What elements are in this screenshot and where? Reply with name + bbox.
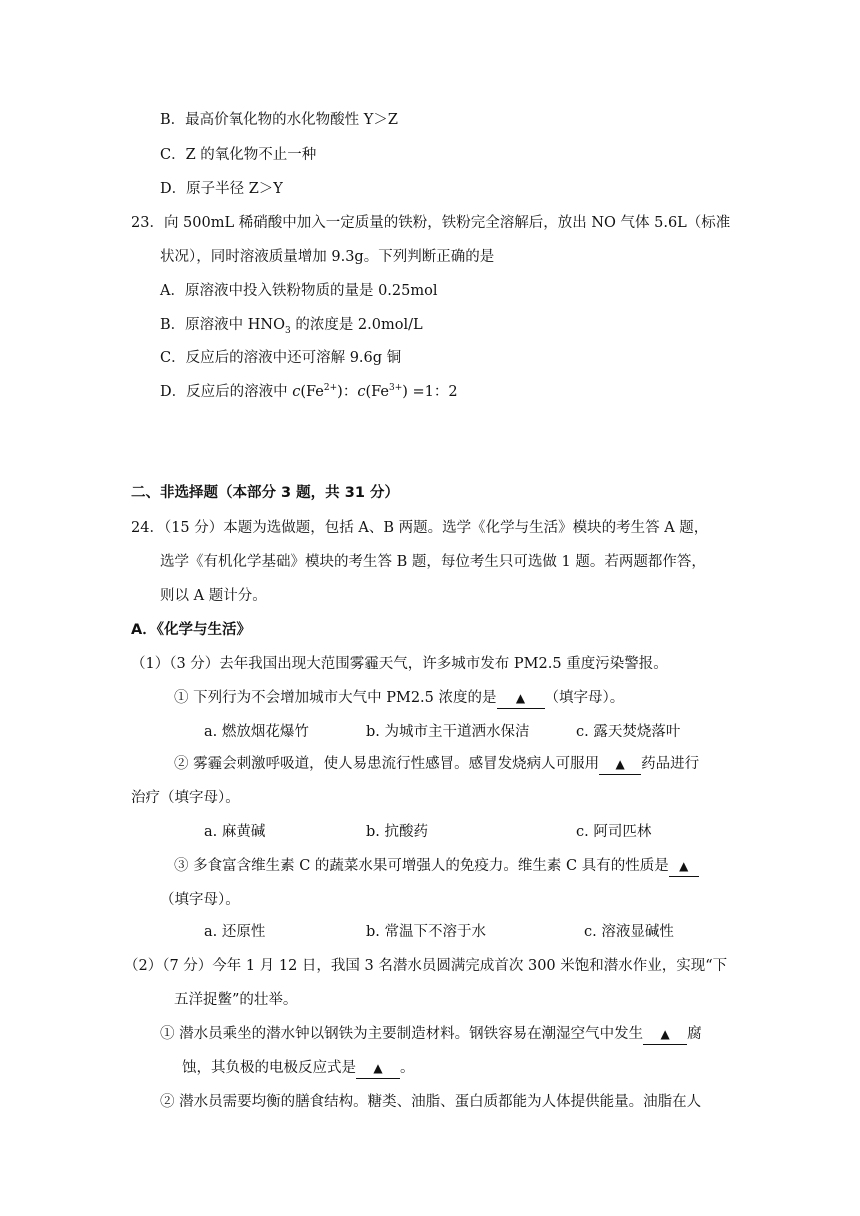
item-1-3-text: ③ 多食富含维生素 C 的蔬菜水果可增强人的免疫力。维生素 C 具有的性质是 <box>174 858 669 874</box>
answer-blank[interactable] <box>643 1024 687 1045</box>
triangle-mark: ▲ <box>615 757 625 771</box>
italic-c-2: c <box>357 384 366 400</box>
item-1-1 <box>174 688 624 709</box>
item-2-1-cont-text: 蚀，其负极的电极反应式是 <box>182 1060 356 1076</box>
item-2-1 <box>160 1024 702 1045</box>
choice-1b: b. 为城市主干道洒水保洁 <box>366 724 530 740</box>
question-23-stem-cont: 状况），同时溶液质量增加 9.3g。下列判断正确的是 <box>160 249 495 265</box>
italic-c: c <box>292 384 301 400</box>
option-22b: B．最高价氧化物的水化物酸性 Y＞Z <box>160 112 398 128</box>
triangle-mark: ▲ <box>679 859 689 873</box>
item-1-2-text: ② 雾霾会刺激呼吸道，使人易患流行性感冒。感冒发烧病人可服用 <box>174 756 600 772</box>
option-23b <box>160 315 423 335</box>
option-22d: D．原子半径 Z＞Y <box>160 181 283 197</box>
item-2-1-suffix: 腐 <box>687 1026 702 1042</box>
item-1-2 <box>174 754 699 775</box>
item-1-1-text: ① 下列行为不会增加城市大气中 PM2.5 浓度的是 <box>174 690 497 706</box>
superscript-2: 3+ <box>388 383 403 394</box>
option-23d <box>160 382 458 402</box>
subquestion-1: （1）（3 分）去年我国出现大范围雾霾天气，许多城市发布 PM2.5 重度污染警报。 <box>131 656 668 672</box>
choice-3b: b. 常温下不溶于水 <box>366 924 486 940</box>
question-23-stem: 23．向 500mL 稀硝酸中加入一定质量的铁粉，铁粉完全溶解后，放出 NO 气体 5.6L（标准 <box>131 215 731 231</box>
item-2-2: ② 潜水员需要均衡的膳食结构。糖类、油脂、蛋白质都能为人体提供能量。油脂在人 <box>160 1094 702 1110</box>
option-23a: A．原溶液中投入铁粉物质的量是 0.25mol <box>160 283 438 299</box>
choice-1a: a. 燃放烟花爆竹 <box>204 724 309 740</box>
option-23b-text: B．原溶液中 HNO <box>160 317 285 333</box>
choice-3c: c. 溶液显碱性 <box>584 924 674 940</box>
fe-text: (Fe <box>300 384 324 400</box>
answer-blank[interactable] <box>497 688 545 709</box>
item-1-3-cont: （填字母）。 <box>160 892 240 908</box>
answer-blank[interactable] <box>599 754 641 775</box>
item-2-1-cont <box>182 1058 415 1079</box>
question-24-stem: 24．（15 分）本题为选做题，包括 A、B 两题。选学《化学与生活》模块的考生答 A 题， <box>131 520 709 536</box>
option-23d-text: D．反应后的溶液中 <box>160 384 293 400</box>
question-24-stem-3: 则以 A 题计分。 <box>160 588 267 604</box>
item-2-1-cont-suffix: 。 <box>400 1060 415 1076</box>
triangle-mark: ▲ <box>373 1061 383 1075</box>
item-1-2-suffix: 药品进行 <box>641 756 700 772</box>
subscript: 3 <box>284 325 291 336</box>
section-heading: 二、非选择题（本部分 3 题，共 31 分） <box>131 485 399 501</box>
item-2-1-text: ① 潜水员乘坐的潜水钟以钢铁为主要制造材料。钢铁容易在潮湿空气中发生 <box>160 1026 644 1042</box>
triangle-mark: ▲ <box>660 1027 670 1041</box>
superscript: 2+ <box>323 383 338 394</box>
item-1-1-suffix: （填字母）。 <box>544 690 625 706</box>
fe-text-2: (Fe <box>365 384 389 400</box>
item-1-3 <box>174 856 699 877</box>
subquestion-2: （2）（7 分）今年 1 月 12 日，我国 3 名潜水员圆满完成首次 300 米饱和潜水作业，实现“下 <box>124 958 728 974</box>
part-a-heading: A．《化学与生活》 <box>131 622 251 638</box>
option-23b-text-2: 的浓度是 2.0mol/L <box>290 317 423 333</box>
answer-blank[interactable] <box>669 856 699 877</box>
subquestion-2-cont: 五洋捉鳖”的壮举。 <box>174 992 298 1008</box>
ratio-value: ) =1：2 <box>402 384 458 400</box>
ratio-text: )： <box>337 384 358 400</box>
option-23c: C．反应后的溶液中还可溶解 9.6g 铜 <box>160 350 402 366</box>
question-24-stem-2: 选学《有机化学基础》模块的考生答 B 题，每位考生只可选做 1 题。若两题都作答， <box>160 554 706 570</box>
option-22c: C．Z 的氧化物不止一种 <box>160 147 317 163</box>
choice-2b: b. 抗酸药 <box>366 824 428 840</box>
choice-1c: c. 露天焚烧落叶 <box>576 724 681 740</box>
choice-3a: a. 还原性 <box>204 924 266 940</box>
triangle-mark: ▲ <box>515 691 526 705</box>
choice-2a: a. 麻黄碱 <box>204 824 266 840</box>
item-1-2-cont: 治疗（填字母）。 <box>131 790 240 806</box>
answer-blank[interactable] <box>356 1058 400 1079</box>
choice-2c: c. 阿司匹林 <box>576 824 652 840</box>
